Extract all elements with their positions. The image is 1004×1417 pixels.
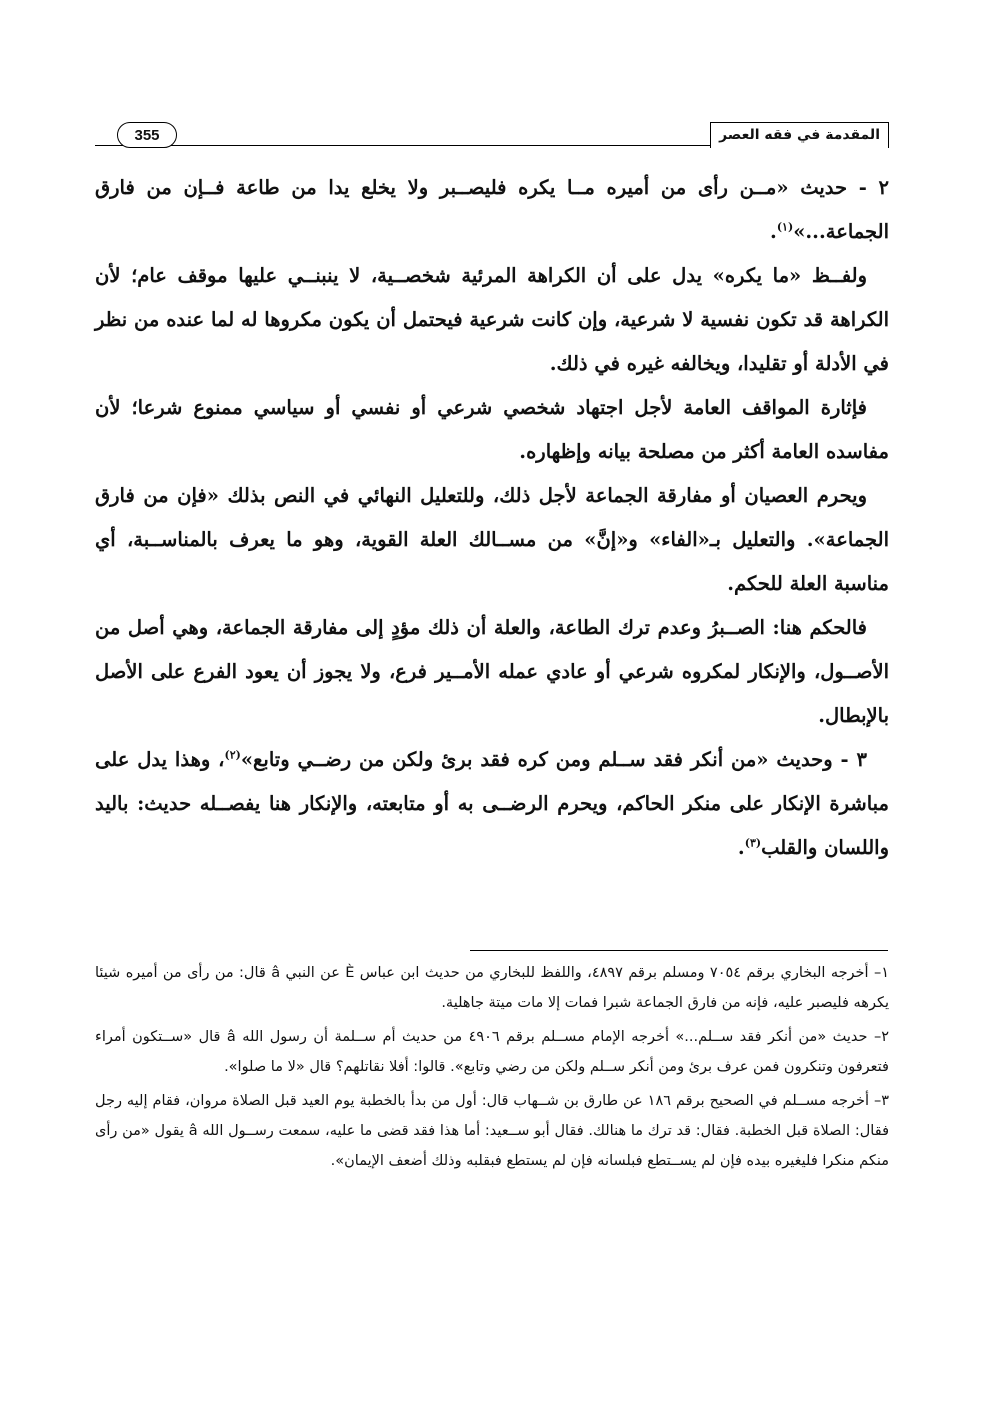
book-title: المقدمة في فقه العصر bbox=[710, 122, 889, 148]
main-text bbox=[95, 166, 889, 870]
paragraph-hadith-3-text-b: ، وهذا يدل على مباشرة الإنكار على منكر الحاكم، ويحرم الرضــى به أو متابعته، والإنكار هنا يفصــله حديث: باليد واللسان والقلب bbox=[95, 748, 889, 859]
footnote-separator bbox=[470, 950, 888, 951]
footnote-3: ٣– أخرجه مســلم في الصحيح برقم ١٨٦ عن طارق بن شــهاب قال: أول من بدأ بالخطبة يوم العيد قبل الصلاة مروان، فقام إليه رجل فقال: الصلاة قبل الخطبة. فقال: قد ترك ما هنالك. فقال أبو ســعيد: أما هذا فقد قضى ما عليه، سمعت رســول الله â يقول «من رأى منكم منكرا فليغيره بيده فإن لم يســتطع فبلسانه فإن لم يستطع فبقلبه وذلك أضعف الإيمان». bbox=[95, 1093, 889, 1169]
paragraph-hadith-3 bbox=[95, 738, 889, 870]
page-header bbox=[95, 122, 889, 148]
footnote-ref-3: (٣) bbox=[744, 836, 762, 850]
paragraph-end-mark: . bbox=[737, 836, 745, 859]
footnotes bbox=[95, 958, 889, 1180]
footnote-ref-2: (٢) bbox=[224, 748, 241, 762]
paragraph-ruling: فالحكم هنا: الصــبرُ وعدم ترك الطاعة، والعلة أن ذلك مؤدٍ إلى مفارقة الجماعة، وهي أصل من الأصــول، والإنكار لمكروه شرعي أو عادي عمله الأمــير فرع، ولا يجوز أن يعود الفرع على الأصل بالإبطال. bbox=[95, 616, 889, 727]
paragraph-end-mark: . bbox=[770, 220, 777, 243]
footnote-1: ١– أخرجه البخاري برقم ٧٠٥٤ ومسلم برقم ٤٨٩٧، واللفظ للبخاري من حديث ابن عباس È عن النبي â قال: من رأى من أميره شيئا يكرهه فليصبر عليه، فإنه من فارق الجماعة شبرا فمات إلا مات ميتة جاهلية. bbox=[95, 965, 889, 1011]
paragraph-hadith-3-text-a: ٣ - وحديث «من أنكر فقد ســلم ومن كره فقد برئ ولكن من رضــي وتابع» bbox=[240, 748, 867, 771]
footnote-ref-1: (١) bbox=[776, 220, 794, 234]
footnote-2: ٢– حديث «من أنكر فقد ســلم...» أخرجه الإمام مســلم برقم ٤٩٠٦ من حديث أم ســلمة أن رسول الله â قال «ســتكون أمراء فتعرفون وتنكرون فمن عرف برئ ومن أنكر ســلم ولكن من رضي وتابع». قالوا: أفلا نقاتلهم؟ قال «لا ما صلوا». bbox=[95, 1029, 889, 1075]
paragraph-hadith-2 bbox=[95, 166, 889, 254]
page-number: 355 bbox=[117, 122, 177, 148]
paragraph-public-stances: فإثارة المواقف العامة لأجل اجتهاد شخصي شرعي أو نفسي أو سياسي ممنوع شرعا؛ لأن مفاسده العامة أكثر من مصلحة بيانه وإظهاره. bbox=[95, 396, 889, 463]
paragraph-hadith-2-text: ٢ - حديث «مــن رأى من أميره مــا يكره فليصــبر ولا يخلع يدا من طاعة فــإن من فارق الجماعة...» bbox=[95, 176, 889, 243]
paragraph-disobedience: ويحرم العصيان أو مفارقة الجماعة لأجل ذلك، وللتعليل النهائي في النص بذلك «فإن من فارق الجماعة». والتعليل بـ«الفاء» و«إنَّ» من مســالك العلة القوية، وهو ما يعرف بالمناســبة، أي مناسبة العلة للحكم. bbox=[95, 484, 889, 595]
paragraph-word-analysis: ولفــظ «ما يكره» يدل على أن الكراهة المرئية شخصــية، لا ينبنــي عليها موقف عام؛ لأن الكراهة قد تكون نفسية لا شرعية، وإن كانت شرعية فيحتمل أن يكون مكروها له لما عنده من نظر في الأدلة أو تقليدا، ويخالفه غيره في ذلك. bbox=[95, 264, 890, 375]
